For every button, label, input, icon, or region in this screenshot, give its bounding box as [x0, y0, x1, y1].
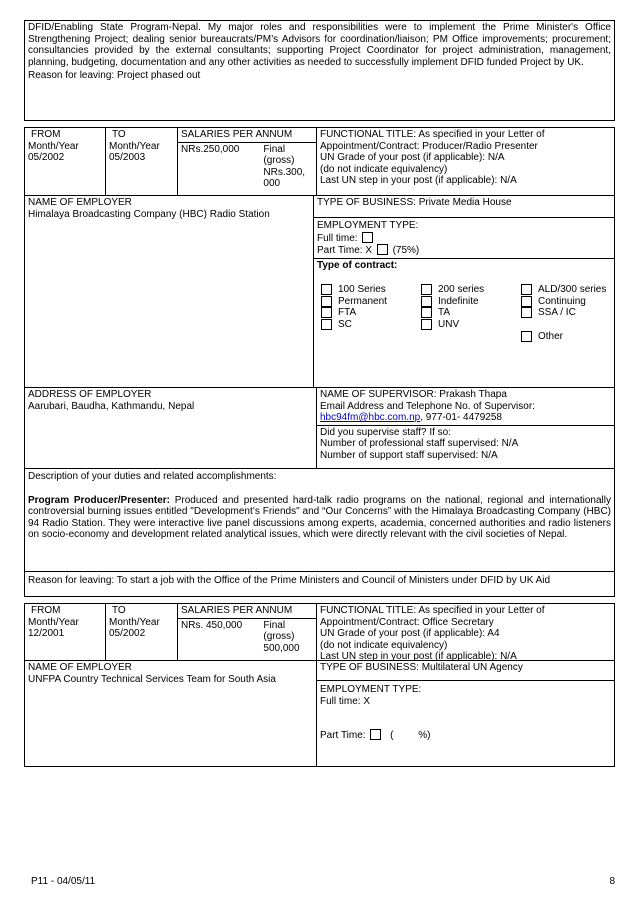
- job2-salaries-label: SALARIES PER ANNUM: [178, 128, 316, 143]
- job1-duties-box: [24, 20, 615, 121]
- job2-employer-label: NAME OF EMPLOYER: [28, 197, 132, 208]
- contract-option-fta[interactable]: FTA: [321, 307, 421, 319]
- job2-to-cell: [106, 128, 178, 195]
- job2-full-time-line: [317, 232, 611, 245]
- job2-contract-label: Type of contract:: [317, 259, 398, 271]
- job2-supervisor-contact-label: Email Address and Telephone No. of Supervisor:: [320, 400, 535, 412]
- contract-option-other[interactable]: Other: [521, 331, 611, 343]
- checkbox-icon[interactable]: [421, 296, 432, 307]
- checkbox-icon[interactable]: [321, 296, 332, 307]
- job3-un-grade: UN Grade of your post (if applicable): A4: [320, 628, 500, 639]
- job3-section: [24, 603, 615, 767]
- job2-business-cell: [314, 196, 614, 387]
- job2-last-un-step: Last UN step in your post (if applicable): N/A: [320, 175, 517, 186]
- job2-functional-title-2: Appointment/Contract: Producer/Radio Presenter: [320, 140, 538, 152]
- job2-to-label: TO: [112, 129, 126, 140]
- job2-from-cell: [25, 128, 106, 195]
- job3-final-gross: (gross): [263, 631, 295, 642]
- contract-option-200-series[interactable]: 200 series: [421, 284, 521, 296]
- job1-duties-text: DFID/Enabling State Program-Nepal. My major roles and responsibilities were to implement the Prime Minister's Office Strengthening Project; dealing senior bureaucrats/PM’s Advisors for coordination/liaison; PM Office improvements; procurement; consultancies provided by the external consultants; supporting Project Coordinator for project administration, management, planning, budgeting, documentation and any other activities as needed to successfully implement DFID funded Project by UK.: [28, 22, 611, 68]
- job2-address-row: [24, 388, 615, 469]
- checkbox-icon[interactable]: [521, 331, 532, 342]
- job3-salary-cell: [178, 604, 317, 660]
- job3-employment-type-label: EMPLOYMENT TYPE:: [320, 684, 422, 695]
- job3-business-cell: [317, 661, 614, 766]
- contract-option-indefinite[interactable]: Indefinite: [421, 296, 521, 308]
- job2-contract-cell: [314, 259, 614, 344]
- job2-final-label: Final: [263, 143, 286, 155]
- supervisor-email-link[interactable]: hbc94fm@hbc.com.np: [320, 412, 421, 423]
- job2-employer-cell: [25, 196, 314, 387]
- job2-part-time-checkbox[interactable]: [377, 244, 388, 255]
- contract-option-unv[interactable]: UNV: [421, 319, 521, 331]
- job2-from-label: FROM: [31, 129, 61, 140]
- job3-employment-type: [317, 681, 614, 743]
- job2-salary-cell: [178, 128, 317, 195]
- job2-support-staff: Number of support staff supervised: N/A: [320, 449, 498, 461]
- job3-salary-value: NRs. 450,000: [181, 619, 243, 631]
- job2-final-gross: (gross): [263, 155, 295, 166]
- job2-full-time-checkbox[interactable]: [362, 232, 373, 243]
- job2-to-value: 05/2003: [109, 152, 146, 163]
- job3-final-label: Final: [263, 619, 286, 631]
- job3-salary-values: [178, 619, 316, 656]
- job3-part-time-label: Part Time:: [320, 730, 366, 741]
- job2-contract-grid: [317, 284, 611, 342]
- job2-description-label: Description of your duties and related accomplishments:: [28, 471, 277, 482]
- job2-final-cell: [260, 143, 316, 191]
- contract-option-continuing[interactable]: Continuing: [521, 296, 611, 308]
- job2-salary-values: [178, 143, 316, 191]
- footer-form-code: P11 - 04/05/11: [31, 876, 96, 887]
- job2-final-value-1: NRs.300,: [263, 166, 306, 178]
- job3-full-time-label: Full time: X: [320, 695, 371, 707]
- contract-option-ssa-ic[interactable]: SSA / IC: [521, 307, 611, 319]
- contract-option-ta[interactable]: TA: [421, 307, 521, 319]
- job2-staff-block: [317, 426, 614, 463]
- job3-part-time-open: (: [390, 730, 394, 741]
- job3-part-time-line: [320, 729, 611, 742]
- job2-reason-for-leaving: Reason for leaving: To start a job with the Office of the Prime Ministers and Council of Ministers under DFID by UK Aid: [28, 575, 551, 586]
- job2-from-value: 05/2002: [28, 152, 65, 163]
- job3-last-un-step: Last UN step in your post (if applicable): N/A: [320, 651, 517, 662]
- job3-employer-cell: [25, 661, 317, 766]
- job2-address: Aarubari, Baudha, Kathmandu, Nepal: [28, 400, 195, 412]
- job3-employer-name: UNFPA Country Technical Services Team for South Asia: [28, 673, 276, 685]
- job3-part-time-checkbox[interactable]: [370, 729, 381, 740]
- p11-form-page: [24, 20, 615, 767]
- job2-part-time-pct: (75%): [392, 245, 420, 256]
- contract-option-ald-300[interactable]: ALD/300 series: [521, 284, 611, 296]
- job2-salary-value: NRs.250,000: [181, 143, 240, 155]
- checkbox-icon[interactable]: [521, 284, 532, 295]
- job3-to-label: TO: [112, 605, 126, 616]
- checkbox-icon[interactable]: [521, 296, 532, 307]
- checkbox-icon[interactable]: [421, 319, 432, 330]
- footer-page-number: 8: [609, 876, 615, 887]
- job2-contract-col2: [421, 284, 521, 342]
- job2-role-text: Produced and presented hard-talk radio programs on the national, regional and internationally controversial burning issues entitled "Development’s Friends" and “Our Concerns” with the Himalaya Broadcasting Company (HBC) 94 Radio Station. They were interactive live panel discussions among experts, academia, concerned authorities and radio listeners on socio-economy and development related analytical issues, which were directly relevant with the civil societies of Nepal.: [28, 494, 611, 540]
- job3-employer-label: NAME OF EMPLOYER: [28, 662, 132, 673]
- job3-functional-cell: [317, 604, 614, 660]
- job2-from-sub: Month/Year: [28, 140, 79, 152]
- job3-salaries-label: SALARIES PER ANNUM: [178, 604, 316, 619]
- job2-description-box: [24, 469, 615, 572]
- job3-business-type: TYPE OF BUSINESS: Multilateral UN Agency: [317, 661, 614, 681]
- job3-part-time-close: %): [418, 730, 431, 741]
- job2-header-row: [24, 127, 615, 196]
- job2-employment-type-label: EMPLOYMENT TYPE:: [317, 220, 419, 231]
- job2-address-cell: [25, 388, 317, 468]
- job2-part-time-line: [317, 244, 611, 257]
- job2-supervisor-block: [317, 388, 614, 426]
- job2-un-grade: UN Grade of your post (if applicable): N/A: [320, 152, 505, 163]
- job3-functional-title-2: Appointment/Contract: Office Secretary: [320, 616, 494, 628]
- job2-description-body: [25, 494, 614, 542]
- job3-to-sub: Month/Year: [109, 616, 160, 628]
- job2-to-sub: Month/Year: [109, 140, 160, 152]
- job3-final-cell: [260, 619, 316, 656]
- job2-section: [24, 127, 615, 597]
- job2-employment-type: [314, 218, 614, 259]
- page-footer: [31, 876, 615, 888]
- contract-option-sc[interactable]: SC: [321, 319, 421, 331]
- job2-supervisor-contact: [320, 412, 611, 424]
- checkbox-icon[interactable]: [321, 319, 332, 330]
- job3-from-cell: [25, 604, 106, 660]
- job2-supervisor-cell: [317, 388, 614, 468]
- checkbox-icon[interactable]: [321, 307, 332, 318]
- job3-final-value: 500,000: [263, 642, 300, 654]
- checkbox-icon[interactable]: [421, 284, 432, 295]
- job2-functional-title-1: FUNCTIONAL TITLE: As specified in your Letter of: [320, 129, 545, 140]
- job3-from-sub: Month/Year: [28, 616, 79, 628]
- job3-to-cell: [106, 604, 178, 660]
- job3-from-label: FROM: [31, 605, 61, 616]
- contract-option-permanent[interactable]: Permanent: [321, 296, 421, 308]
- job2-role-title: Program Producer/Presenter:: [28, 494, 171, 506]
- job2-supervise-staff: Did you supervise staff? If so:: [320, 426, 451, 438]
- job2-business-type: TYPE OF BUSINESS: Private Media House: [314, 196, 614, 218]
- job3-to-value: 05/2002: [109, 628, 146, 639]
- job2-employer-row: [24, 196, 615, 388]
- job3-equivalency: (do not indicate equivalency): [320, 639, 448, 651]
- job2-part-time-label: Part Time: X: [317, 245, 373, 256]
- job2-professional-staff: Number of professional staff supervised: N/A: [320, 438, 519, 449]
- job2-functional-cell: [317, 128, 614, 195]
- job2-employer-name: Himalaya Broadcasting Company (HBC) Radio Station: [28, 208, 270, 220]
- job2-contract-col3: [521, 284, 611, 342]
- checkbox-icon[interactable]: [521, 307, 532, 318]
- job2-address-label: ADDRESS OF EMPLOYER: [28, 389, 152, 400]
- job2-contract-col1: [321, 284, 421, 342]
- supervisor-phone: , 977-01- 4479258: [420, 412, 502, 423]
- checkbox-icon[interactable]: [421, 307, 432, 318]
- job2-supervisor-name: NAME OF SUPERVISOR: Prakash Thapa: [320, 389, 507, 400]
- job3-employer-row: [24, 661, 615, 767]
- job3-from-value: 12/2001: [28, 628, 65, 639]
- job3-functional-title-1: FUNCTIONAL TITLE: As specified in your Letter of: [320, 605, 545, 616]
- job2-reason-box: [24, 572, 615, 597]
- job2-final-value-2: 000: [263, 178, 281, 189]
- job2-full-time-label: Full time:: [317, 232, 358, 244]
- job1-reason-for-leaving: Reason for leaving: Project phased out: [28, 70, 201, 81]
- checkbox-icon[interactable]: [321, 284, 332, 295]
- job2-equivalency: (do not indicate equivalency): [320, 163, 448, 175]
- contract-option-100-series[interactable]: 100 Series: [321, 284, 421, 296]
- job3-header-row: [24, 603, 615, 661]
